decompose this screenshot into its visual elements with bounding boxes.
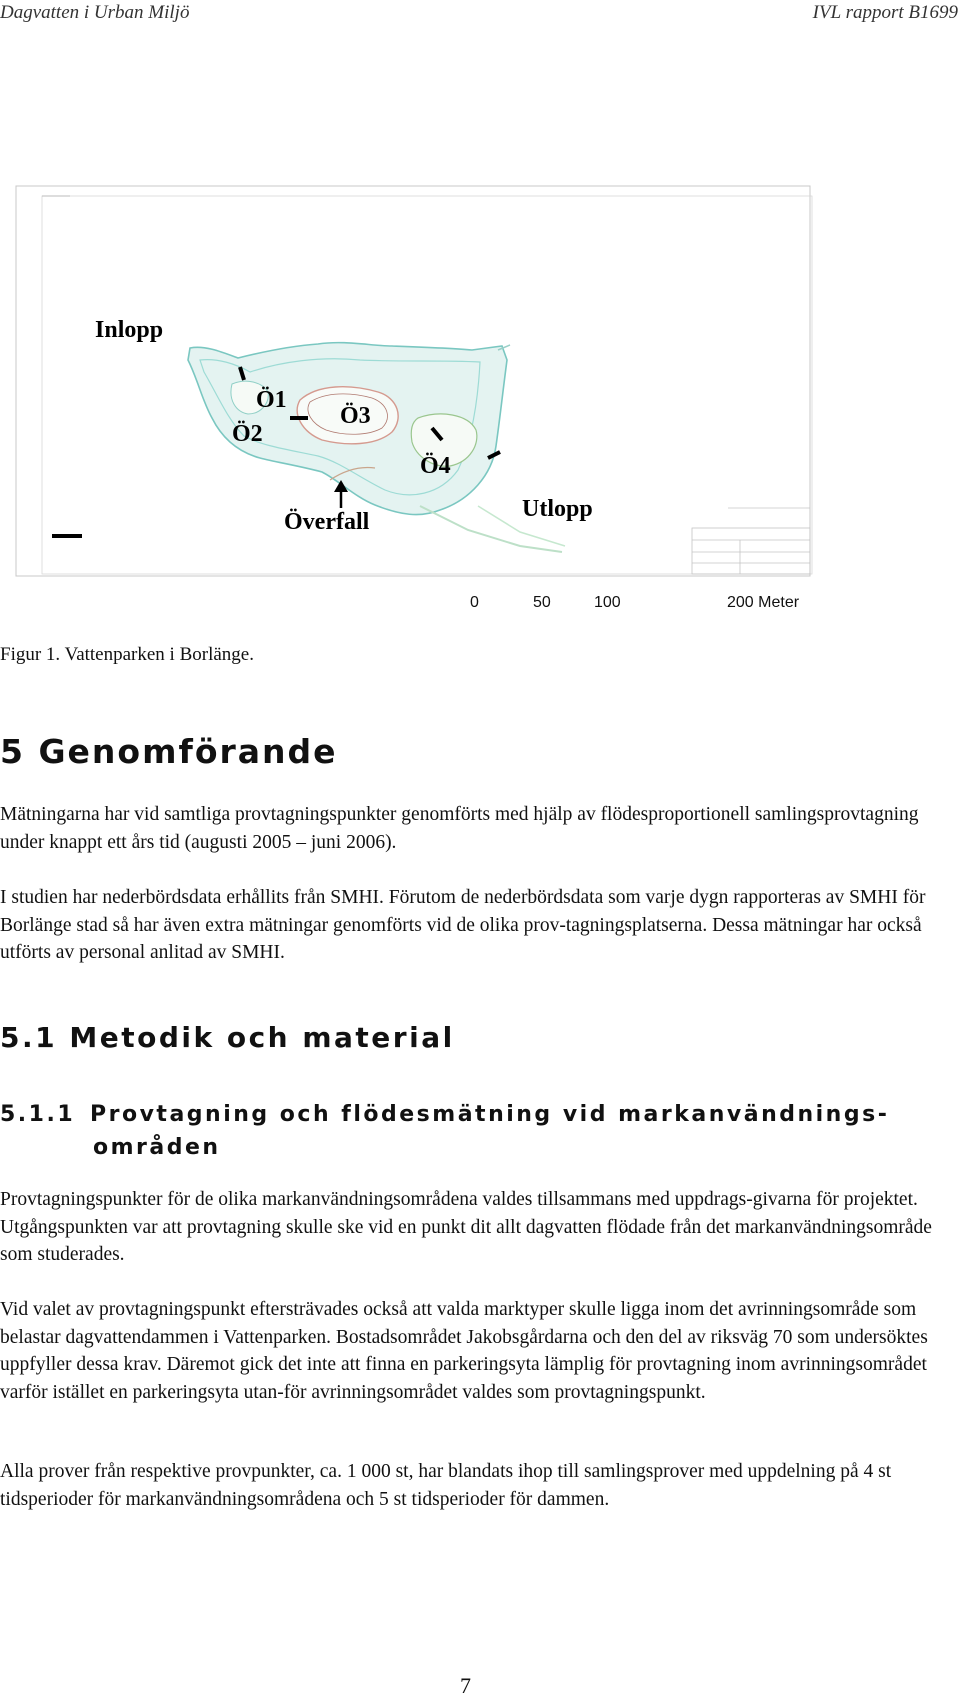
label-o2: Ö2	[232, 421, 263, 447]
label-o3: Ö3	[340, 403, 371, 429]
subsubsection-number: 5.1.1	[0, 1102, 76, 1127]
paragraph-measurement-method: Mätningarna har vid samtliga provtagningspunkter genomförts med hjälp av flödesproportionell samlingsprovtagning under knappt ett års tid (augusti 2005 – juni 2006).	[0, 804, 919, 853]
scale-label-200: 200 Meter	[727, 594, 800, 611]
paragraph-precipitation-data: I studien har nederbördsdata erhållits från SMHI. Förutom de nederbördsdata som varje dygn rapporteras av SMHI för Borlänge stad så har även extra mätningar genomförts vid de olika prov-tagningsplatserna. Dessa mätningar har också utförts av personal anlitad av SMHI.	[0, 887, 926, 963]
paragraph-sampling-selection: Vid valet av provtagningspunkt eftersträvades också att valda marktyper skulle ligga inom det avrinningsområde som belastar dagvattendammen i Vattenparken. Bostadsområdet Jakobsgårdarna och den del av riksväg 70 som undersöktes uppfyller dessa krav. Däremot gick det inte att finna en parkeringsyta lämplig för provtagning inom avrinningsområdet varför istället en parkeringsyta utan-för avrinningsområdet valdes som provtagningspunkt.	[0, 1299, 928, 1403]
label-overfall: Överfall	[284, 509, 370, 535]
paragraph-sampling-points: Provtagningspunkter för de olika markanvändningsområdena valdes tillsammans med uppdrags-givarna för projektet. Utgångspunkten var att provtagning skulle ske vid en punkt dit allt dagvatten flödade från det markanvändningsområde som studerades.	[0, 1189, 932, 1265]
scale-label-100: 100	[594, 594, 621, 611]
subsubsection-heading	[0, 1098, 930, 1164]
site-map-figure	[0, 178, 820, 578]
scale-label-0: 0	[470, 594, 479, 611]
page-number: 7	[460, 1673, 471, 1698]
label-inlopp: Inlopp	[95, 317, 164, 343]
subsubsection-title-line1: Provtagning och flödesmätning vid markanvändnings-	[90, 1102, 890, 1127]
figure-caption: Figur 1. Vattenparken i Borlänge.	[0, 644, 254, 665]
section-heading: 5 Genomförande	[0, 732, 338, 771]
running-header-report: IVL rapport B1699	[812, 2, 958, 23]
drawing-title-block	[692, 508, 810, 574]
label-o4: Ö4	[420, 453, 451, 479]
subsection-heading: 5.1 Metodik och material	[0, 1021, 455, 1054]
subsubsection-title-line2: områden	[93, 1135, 221, 1160]
label-o1: Ö1	[256, 387, 287, 413]
label-utlopp: Utlopp	[522, 496, 593, 522]
running-header-title: Dagvatten i Urban Miljö	[0, 2, 190, 23]
scale-label-50: 50	[533, 594, 551, 611]
pond-plan-drawing	[0, 178, 820, 578]
paragraph-sample-mixing: Alla prover från respektive provpunkter, ca. 1 000 st, har blandats ihop till samlingsprover med uppdelning på 4 st tidsperioder för markanvändningsområdena och 5 st tidsperioder för dammen.	[0, 1461, 892, 1510]
